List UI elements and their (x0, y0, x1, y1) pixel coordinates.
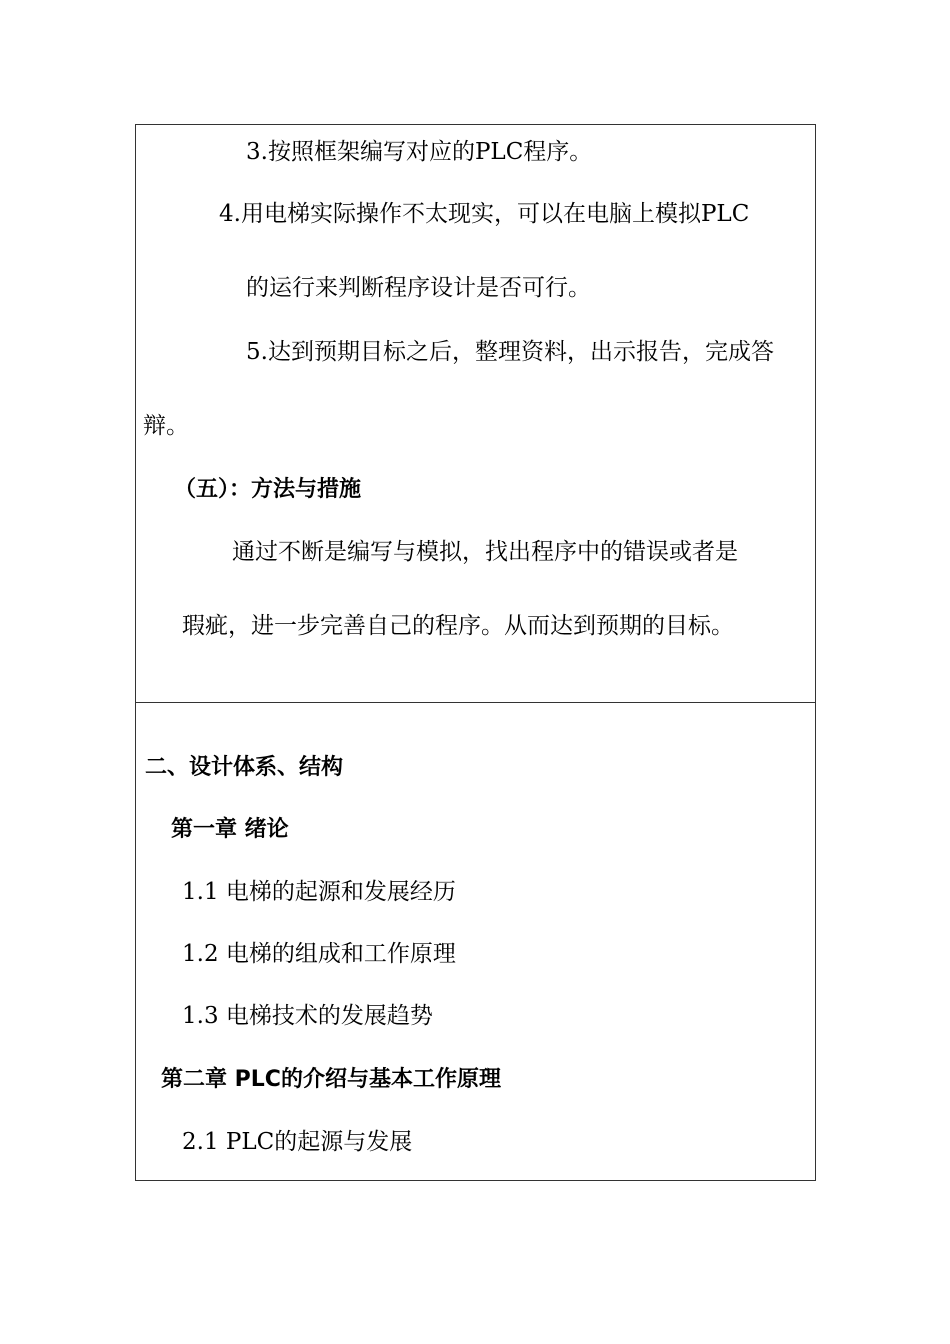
chapter-1-title: 第一章 绪论 (171, 817, 289, 842)
step-3-text: 3.按照框架编写对应的PLC程序。 (246, 139, 593, 165)
chapter-1-item: 1.3 电梯技术的发展趋势 (182, 1003, 433, 1029)
document-table (135, 124, 816, 1181)
step-4-continuation: 的运行来判断程序设计是否可行。 (246, 275, 591, 301)
step-5-text: 5.达到预期目标之后，整理资料，出示报告，完成答 (246, 339, 774, 365)
step-5-continuation: 辩。 (143, 413, 189, 439)
methods-paragraph-line-2: 瑕疵，进一步完善自己的程序。从而达到预期的目标。 (182, 613, 734, 639)
methods-heading: （五）：方法与措施 (174, 477, 362, 502)
design-structure-heading: 二、设计体系、结构 (145, 755, 344, 780)
chapter-1-item: 1.2 电梯的组成和工作原理 (182, 941, 456, 967)
chapter-2-title: 第二章 PLC的介绍与基本工作原理 (161, 1067, 501, 1092)
methods-paragraph-line-1: 通过不断是编写与模拟，找出程序中的错误或者是 (232, 539, 738, 565)
chapter-1-item: 1.1 电梯的起源和发展经历 (182, 879, 456, 905)
chapter-2-item: 2.1 PLC的起源与发展 (182, 1129, 413, 1155)
step-4-text: 4.用电梯实际操作不太现实，可以在电脑上模拟PLC (219, 201, 750, 227)
table-divider (136, 702, 815, 703)
